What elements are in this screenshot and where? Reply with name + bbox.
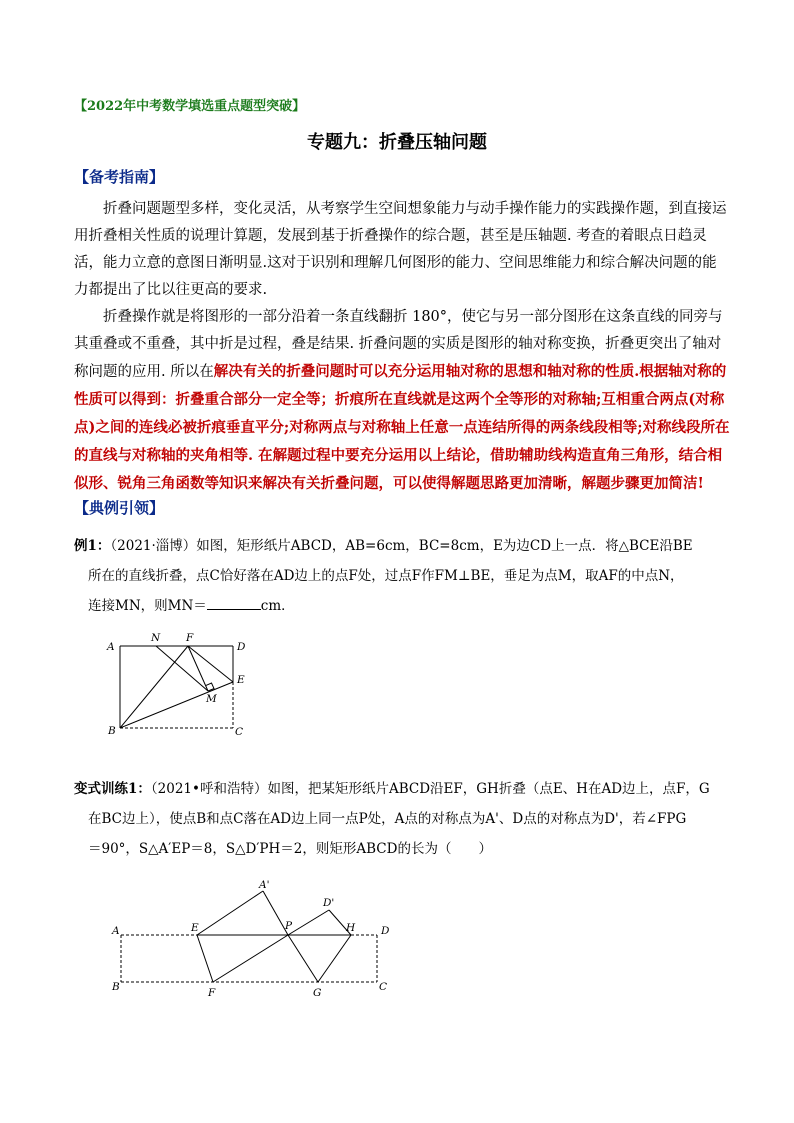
fig2-label-p: P bbox=[285, 920, 293, 932]
guide-heading: 【备考指南】 bbox=[74, 168, 165, 186]
page-title: 专题九：折叠压轴问题 bbox=[307, 132, 487, 153]
fig2-label-a-prime: A' bbox=[259, 879, 270, 891]
guide-paragraph-1: 折叠问题题型多样，变化灵活，从考察学生空间想象能力与动手操作能力的实践操作题，到直接运用折叠相关性质的说理计算题，发展到基于折叠操作的综合题，甚至是压轴题. 考查的着眼点日趋灵活，能力立意的意图日渐明显.这对于识别和理解几何图形的能力、空间思维能力和综合解决问题的能力都提出了比以往更高的要求. bbox=[74, 201, 727, 298]
example-1-unit: cm． bbox=[260, 598, 295, 614]
fig2-segment-ea1 bbox=[197, 891, 263, 935]
example-1-line-1: （2021·淄博）如图，矩形纸片ABCD，AB=6cm，BC=8cm，E为边CD上一点．将△BCE沿BE bbox=[110, 538, 693, 554]
fig2-label-b: B bbox=[112, 981, 120, 993]
example-1-line-2: 所在的直线折叠，点C恰好落在AD边上的点F处，过点F作FM⊥BE，垂足为点M，取AF的中点N， bbox=[88, 568, 684, 584]
series-title: 【2022年中考数学填选重点题型突破】 bbox=[74, 99, 306, 114]
variant-1-line-2: 在BC边上），使点B和点C落在AD边上同一点P处，A点的对称点为A'、D点的对称点为D'，若∠FPG bbox=[88, 811, 687, 827]
guide-paragraph-2-text: 折叠操作就是将图形的一部分沿着一条直线翻折 180°，使它与另一部分图形在这条直线的同旁与其重叠或不重叠，其中折是过程，叠是结果. 折叠问题的实质是图形的轴对称变换，折叠更突出了轴对称问题的应用. 所以在 bbox=[74, 309, 723, 380]
example-1-label: 例1： bbox=[74, 538, 111, 554]
fig2-segment-pd1 bbox=[288, 910, 329, 935]
fig1-label-e: E bbox=[237, 674, 245, 686]
fig2-segment-pg bbox=[288, 935, 318, 982]
fig2-label-a: A bbox=[112, 925, 120, 937]
answer-blank bbox=[207, 595, 261, 610]
fig2-segment-gh bbox=[318, 935, 351, 982]
fig1-label-f: F bbox=[186, 632, 194, 644]
variant-1 bbox=[74, 774, 734, 864]
fig2-label-d-prime: D' bbox=[323, 897, 335, 909]
fig1-segment-fe bbox=[188, 646, 233, 682]
fig2-label-e: E bbox=[191, 922, 199, 934]
fig2-label-f: F bbox=[208, 987, 216, 999]
fig1-label-b: B bbox=[108, 725, 116, 737]
guide-paragraph-2-highlight: 解决有关的折叠问题时可以充分运用轴对称的思想和轴对称的性质.根据轴对称的性质可以得到：折叠重合部分一定全等；折痕所在直线就是这两个全等形的对称轴;互相重合两点(对称点)之间的连线必被折痕垂直平分;对称两点与对称轴上任意一点连结所得的两条线段相等;对称线段所在的直线与对称轴的夹角相等. 在解题过程中要充分运用以上结论，借助辅助线构造直角三角形，结合相似形、锐角三角函数等知识来解决有关折叠问题，可以使得解题思路更加清晰，解题步骤更加简洁! bbox=[74, 363, 730, 492]
examples-heading: 【典例引领】 bbox=[74, 499, 165, 517]
guide-paragraph-2 bbox=[74, 304, 730, 498]
example-1-question: 连接MN，则MN＝ bbox=[88, 598, 207, 614]
example-1 bbox=[74, 531, 734, 621]
fig2-label-h: H bbox=[346, 922, 356, 934]
fig2-label-g: G bbox=[313, 987, 322, 999]
fig2-label-c: C bbox=[379, 981, 388, 993]
figure-2-double-fold bbox=[105, 876, 405, 1001]
fig1-label-a: A bbox=[107, 641, 115, 653]
fig2-segment-fp bbox=[213, 935, 288, 982]
variant-1-label: 变式训练1： bbox=[74, 781, 151, 797]
fig1-segment-fm bbox=[188, 646, 208, 691]
fig1-segment-bf bbox=[120, 646, 188, 728]
fig1-label-c: C bbox=[235, 726, 244, 738]
variant-1-line-3: ＝90°，S△A′EP＝8，S△D′PH＝2，则矩形ABCD的长为（ ） bbox=[88, 841, 492, 857]
fig1-label-n: N bbox=[151, 632, 161, 644]
example-1-line-3 bbox=[74, 591, 734, 621]
fig2-segment-ef bbox=[197, 935, 213, 982]
variant-1-line-1: （2021•呼和浩特）如图，把某矩形纸片ABCD沿EF，GH折叠（点E、H在AD边上，点F，G bbox=[150, 781, 710, 797]
fig1-label-m: M bbox=[206, 693, 217, 705]
figure-1-rectangle-fold bbox=[100, 628, 260, 740]
fig1-label-d: D bbox=[237, 641, 246, 653]
fig1-segment-be bbox=[120, 682, 233, 728]
fig2-label-d: D bbox=[381, 925, 390, 937]
